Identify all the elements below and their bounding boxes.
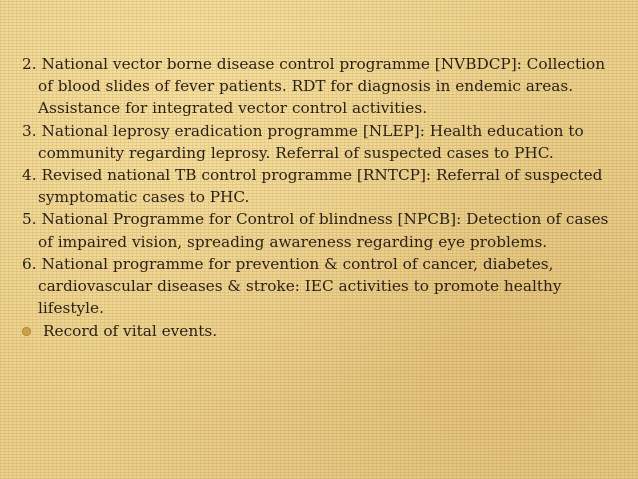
- list-item-rntcp: 4. Revised national TB control programme [RNTCP]: Referral of suspected symptomatic cases to PHC.: [22, 166, 603, 207]
- list-item-nvbdcp: 2. National vector borne disease control programme [NVBDCP]: Collection of blood slides of fever patients. RDT for diagnosis in endemic areas. Assistance for integrated vector control activities.: [22, 55, 606, 118]
- bullet-dot-icon: [22, 327, 31, 336]
- list-item-nlep: 3. National leprosy eradication programme [NLEP]: Health education to community regarding leprosy. Referral of suspected cases to PHC.: [22, 121, 584, 162]
- list-item-npcdcs: 6. National programme for prevention & control of cancer, diabetes, cardiovascular diseases & stroke: IEC activities to promote healthy lifestyle.: [22, 254, 562, 318]
- bullet-item-text: Record of vital events.: [43, 322, 218, 341]
- list-item-npcb: 5. National Programme for Control of blindness [NPCB]: Detection of cases of impaired vision, spreading awareness regarding eye problems.: [22, 210, 609, 251]
- slide-content: [22, 53, 612, 343]
- bullet-item-vital-events: [22, 320, 612, 342]
